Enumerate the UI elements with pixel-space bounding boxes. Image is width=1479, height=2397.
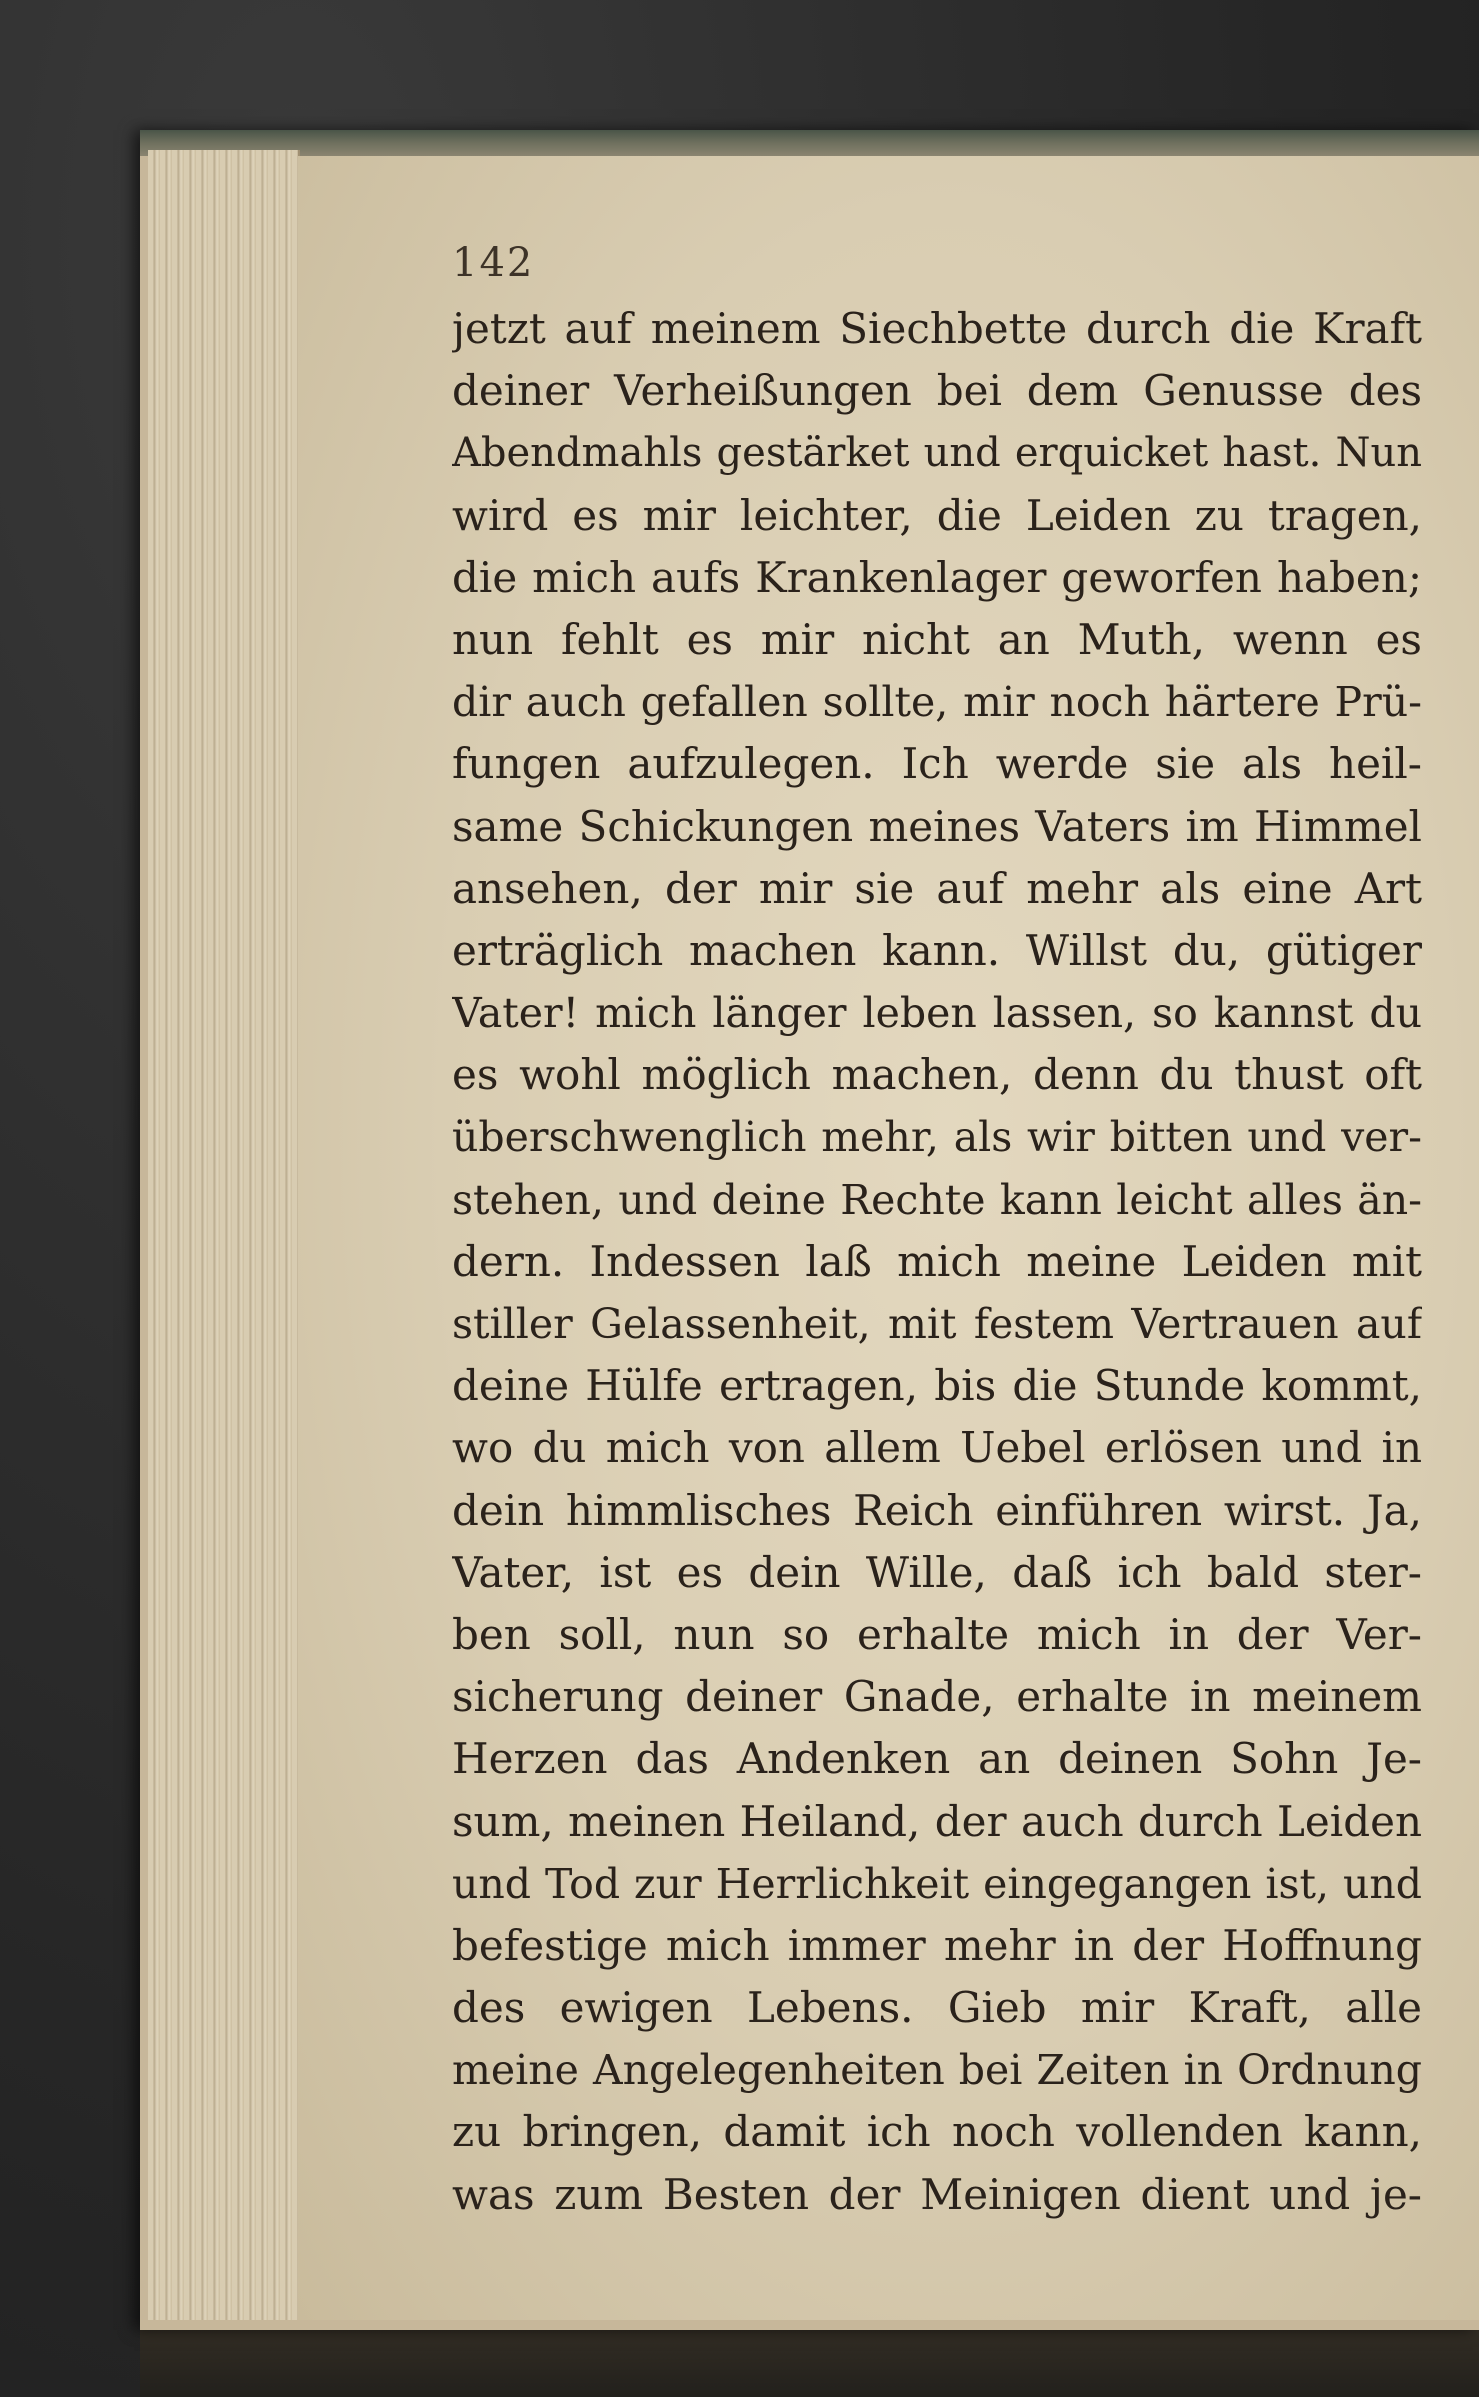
text-line: ben soll, nun so erhalte mich in der Ver- — [452, 1609, 1422, 1659]
text-line: es wohl möglich machen, denn du thust oft — [452, 1050, 1422, 1100]
text-line: zu bringen, damit ich noch vollenden kann, — [452, 2107, 1422, 2157]
text-line: erträglich machen kann. Willst du, gütiger — [452, 925, 1422, 975]
text-line: wird es mir leichter, die Leiden zu tragen, — [452, 490, 1422, 540]
text-line: deine Hülfe ertragen, bis die Stunde kommt, — [452, 1361, 1422, 1411]
text-line: Abendmahls gestärket und erquicket hast. Nun — [452, 430, 1422, 477]
text-line: Vater, ist es dein Wille, daß ich bald ster- — [452, 1547, 1422, 1597]
text-line: die mich aufs Krankenlager geworfen haben; — [452, 552, 1422, 602]
text-line: deiner Verheißungen bei dem Genusse des — [452, 366, 1422, 416]
text-line: des ewigen Lebens. Gieb mir Kraft, alle — [452, 1983, 1422, 2033]
text-line: dern. Indessen laß mich meine Leiden mit — [452, 1236, 1422, 1286]
page-number: 142 — [452, 240, 535, 286]
book-cover-edge — [140, 130, 1479, 156]
text-line: sum, meinen Heiland, der auch durch Leiden — [452, 1796, 1422, 1846]
text-line: ansehen, der mir sie auf mehr als eine Art — [452, 863, 1422, 913]
text-line: same Schickungen meines Vaters im Himmel — [452, 801, 1422, 851]
text-line: was zum Besten der Meinigen dient und je- — [452, 2169, 1422, 2219]
text-line: sicherung deiner Gnade, erhalte in meinem — [452, 1672, 1422, 1722]
text-line: wo du mich von allem Uebel erlösen und in — [452, 1423, 1422, 1473]
text-line: und Tod zur Herrlichkeit eingegangen ist, und — [452, 1859, 1422, 1908]
page-stack-edges — [148, 150, 300, 2320]
text-line: meine Angelegenheiten bei Zeiten in Ordnung — [452, 2046, 1422, 2095]
text-line: dir auch gefallen sollte, mir noch härtere Prü- — [452, 678, 1422, 727]
body-text — [452, 298, 1422, 2226]
text-line: stehen, und deine Rechte kann leicht alles än- — [452, 1175, 1422, 1224]
text-line: befestige mich immer mehr in der Hoffnung — [452, 1920, 1422, 1970]
text-line: nun fehlt es mir nicht an Muth, wenn es — [452, 614, 1422, 664]
text-line: Vater! mich länger leben lassen, so kannst du — [452, 989, 1422, 1038]
text-line: fungen aufzulegen. Ich werde sie als heil- — [452, 739, 1422, 789]
text-line: jetzt auf meinem Siechbette durch die Kraft — [452, 304, 1422, 353]
text-line: Herzen das Andenken an deinen Sohn Je- — [452, 1734, 1422, 1784]
text-line: stiller Gelassenheit, mit festem Vertrauen auf — [452, 1300, 1422, 1348]
text-line: dein himmlisches Reich einführen wirst. Ja, — [452, 1485, 1422, 1535]
text-line: überschwenglich mehr, als wir bitten und ver- — [452, 1113, 1422, 1162]
